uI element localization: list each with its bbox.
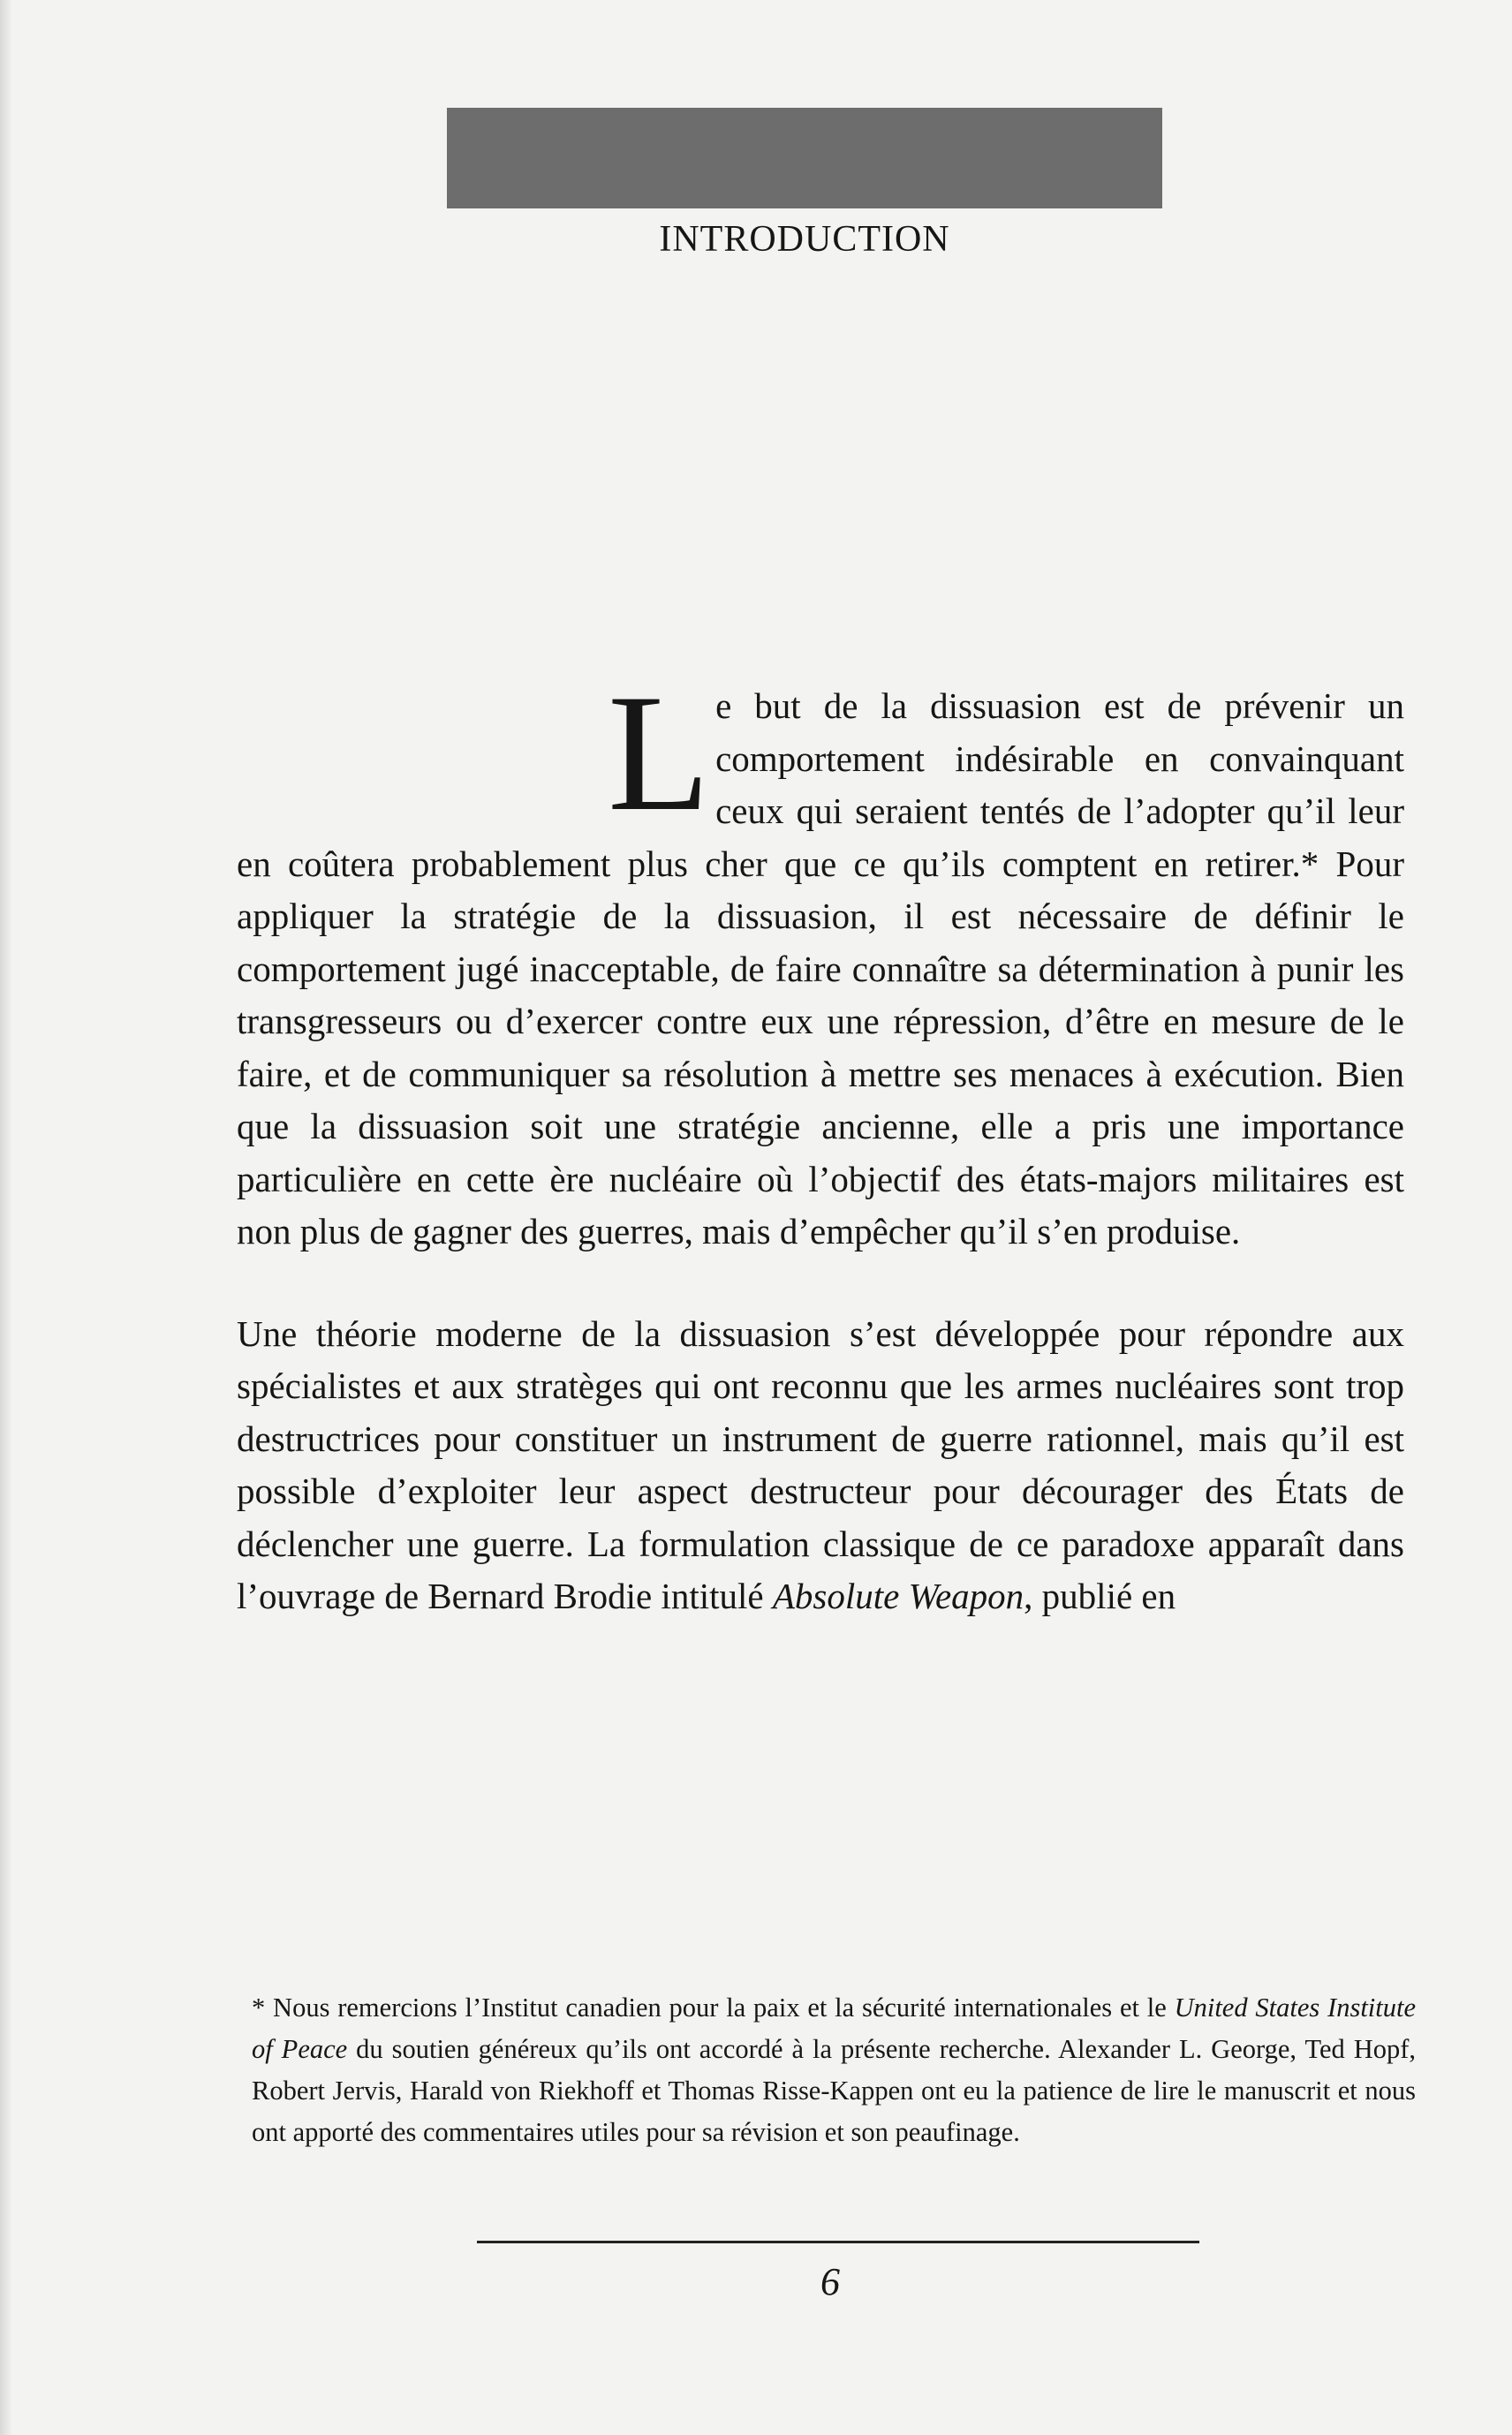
chapter-header-bar: [447, 108, 1162, 208]
page-edge-shadow: [0, 0, 12, 2435]
book-title: Absolute Weapon: [772, 1576, 1024, 1616]
footnote-marker: *: [252, 1993, 266, 2023]
footnote: [252, 1987, 1416, 2153]
footnote-text-start: Nous remercions l’Institut canadien pour la paix et la sécurité internationales et le: [273, 1993, 1175, 2023]
section-title: INTRODUCTION: [659, 219, 950, 260]
drop-cap: L: [608, 661, 711, 846]
footnote-text-end: du soutien généreux qu’ils ont accordé à la présente recherche. Alexander L. George, Ted Hopf, Robert Jervis, Harald von Riekhoff et Thomas Risse-Kappen ont eu la patience de lire le manuscrit et nous ont apporté des commentaires utiles pour sa révision et son peaufinage.: [252, 2034, 1416, 2147]
body-text: [237, 661, 1404, 1623]
footer-rule: [477, 2241, 1199, 2243]
paragraph-2-text-end: , publié en: [1024, 1576, 1176, 1616]
paragraph-1: [237, 661, 1404, 1259]
paragraph-2-text-start: Une théorie moderne de la dissuasion s’est développée pour répondre aux spécialistes et aux stratèges qui ont reconnu que les armes nucléaires sont trop destructrices pour constituer un instrument de guerre rationnel, mais qu’il est possible d’exploiter leur aspect destructeur pour décourager des États de déclencher une guerre. La formulation classique de ce paradoxe apparaît dans l’ouvrage de Bernard Brodie intitulé: [237, 1312, 1404, 1616]
paragraph-2: [237, 1308, 1404, 1623]
paragraph-1-text: e but de la dissuasion est de prévenir un comportement indésirable en convainquant ceux qui seraient tentés de l’adopter qu’il leur en coûtera probablement plus cher que ce qu’ils comptent en retirer.* Pour appliquer la stratégie de la dissuasion, il est nécessaire de définir le comportement jugé inacceptable, de faire connaître sa détermination à punir les transgresseurs ou d’exercer contre eux une répression, d’être en mesure de le faire, et de communiquer sa résolution à mettre ses menaces à exécution. Bien que la dissuasion soit une stratégie ancienne, elle a pris une importance particulière en cette ère nucléaire où l’objectif des états-majors militaires est non plus de gagner des guerres, mais d’empêcher qu’il s’en produise.: [237, 685, 1404, 1252]
footnote-institution: United States Institute of Peace: [252, 1993, 1416, 2064]
page-number: 6: [820, 2260, 840, 2303]
